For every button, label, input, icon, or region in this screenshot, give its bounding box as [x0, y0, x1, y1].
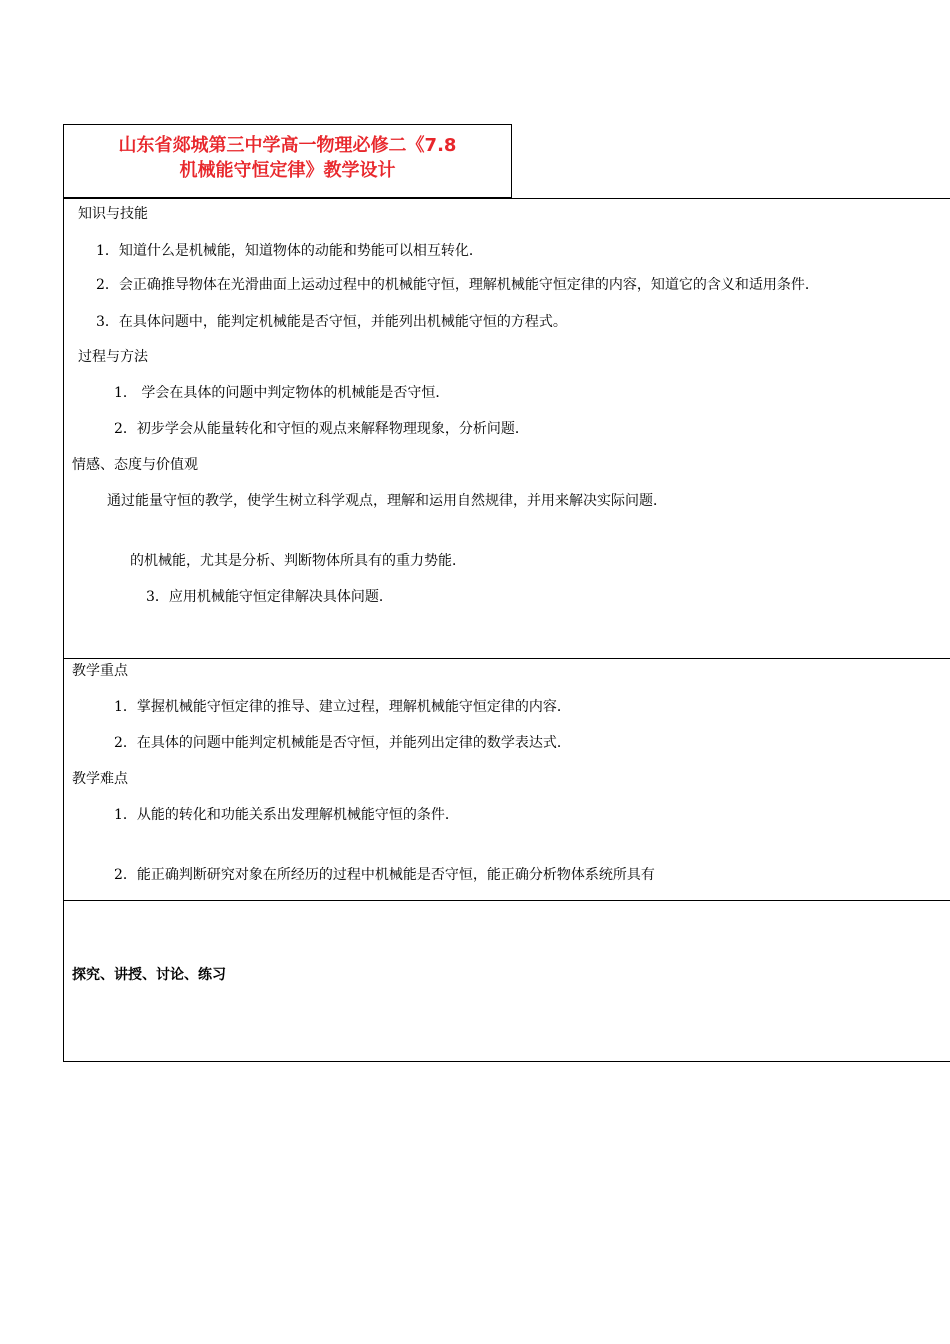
key-point-item: 1．掌握机械能守恒定律的推导、建立过程，理解机械能守恒定律的内容． [114, 699, 571, 715]
row-divider-1 [63, 658, 950, 659]
knowledge-item: 1．知道什么是机械能，知道物体的动能和势能可以相互转化． [96, 243, 483, 259]
key-points-heading: 教学重点 [72, 663, 128, 679]
process-item: 1． 学会在具体的问题中判定物体的机械能是否守恒． [114, 385, 450, 401]
emotion-text: 通过能量守恒的教学，使学生树立科学观点，理解和运用自然规律，并用来解决实际问题． [107, 493, 667, 509]
document-title-line-2: 机械能守恒定律》教学设计 [179, 160, 396, 181]
difficult-point-item: 1．从能的转化和功能关系出发理解机械能守恒的条件． [114, 807, 459, 823]
emotion-heading: 情感、态度与价值观 [72, 457, 198, 473]
document-title-line-1: 山东省郯城第三中学高一物理必修二《7.8 [118, 135, 457, 156]
process-heading: 过程与方法 [78, 349, 148, 365]
knowledge-heading: 知识与技能 [78, 206, 148, 222]
process-item: 2．初步学会从能量转化和守恒的观点来解释物理现象，分析问题． [114, 421, 529, 437]
knowledge-item: 3．在具体问题中，能判定机械能是否守恒，并能列出机械能守恒的方程式。 [96, 314, 567, 330]
key-point-item: 2．在具体的问题中能判定机械能是否守恒，并能列出定律的数学表达式． [114, 735, 571, 751]
row-divider-2 [63, 900, 950, 901]
overflow-line: 的机械能，尤其是分析、判断物体所具有的重力势能． [130, 553, 466, 569]
teaching-methods-text: 探究、讲授、讨论、练习 [72, 967, 226, 983]
knowledge-item: 2．会正确推导物体在光滑曲面上运动过程中的机械能守恒，理解机械能守恒定律的内容，知道它的含义和适用条件． [96, 277, 819, 293]
difficult-point-item: 2．能正确判断研究对象在所经历的过程中机械能是否守恒，能正确分析物体系统所具有 [114, 867, 655, 883]
title-box [63, 124, 512, 198]
difficult-points-heading: 教学难点 [72, 771, 128, 787]
overflow-item: 3．应用机械能守恒定律解决具体问题． [146, 589, 393, 605]
